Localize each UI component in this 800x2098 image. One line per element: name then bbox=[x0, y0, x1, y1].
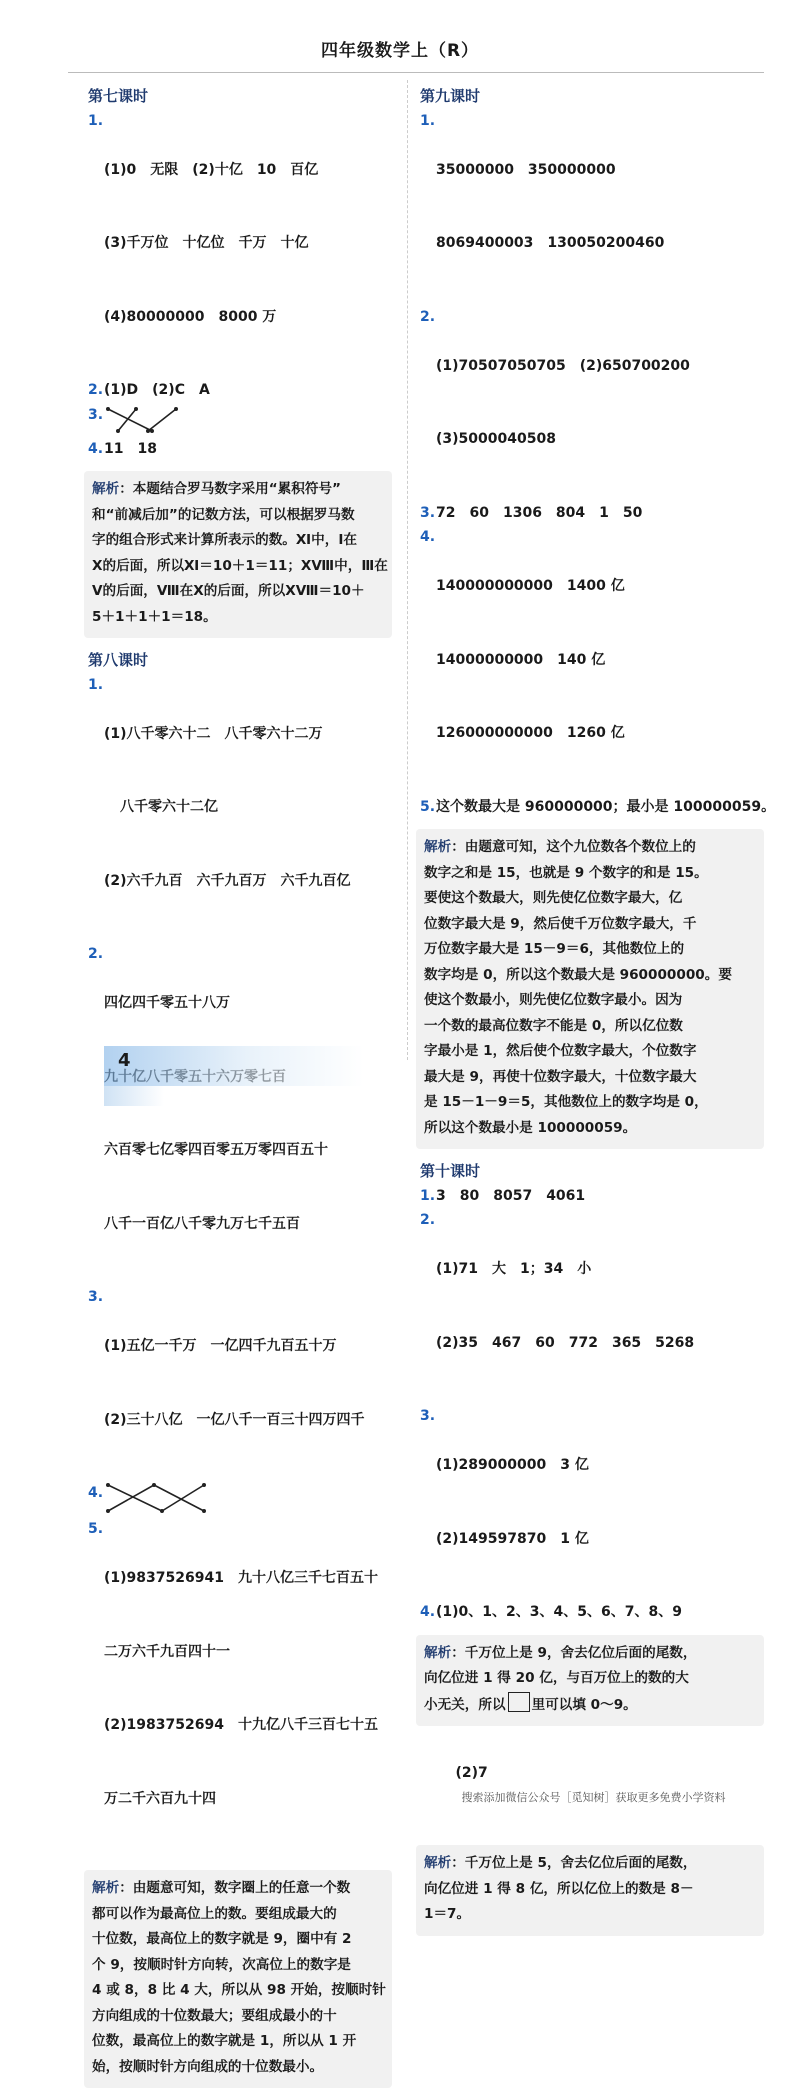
analysis-line: ：千万位上是 5，舍去亿位后面的尾数， bbox=[451, 1855, 697, 1871]
analysis-line: 位数字最大是 9，然后使千万位数字最大，千 bbox=[424, 915, 697, 932]
answer-line: 六百零七亿零四百零五万零四百五十 bbox=[104, 1142, 328, 1158]
question-number: 3. bbox=[88, 406, 104, 423]
analysis-label: 解析 bbox=[424, 1644, 452, 1661]
analysis-line: 最大是 9，再使十位数字最大，十位数字最大 bbox=[424, 1068, 697, 1085]
answer-line: 八千一百亿八千零九万七千五百 bbox=[104, 1215, 300, 1232]
analysis-line: 十位数，最高位上的数字就是 9，圈中有 2 bbox=[92, 1931, 352, 1947]
answer-line: (2)149597870 1 亿 bbox=[436, 1530, 589, 1547]
question-number: 4. bbox=[88, 440, 104, 457]
answer-line: (3)千万位 十亿位 千万 十亿 bbox=[104, 235, 309, 251]
answer-line: 这个数最大是 960000000；最小是 100000059。 bbox=[436, 798, 776, 815]
question-number: 3. bbox=[420, 1408, 436, 1424]
lesson7-q2 bbox=[88, 378, 392, 403]
lesson9-q5 bbox=[420, 795, 776, 820]
page-footer-band-lower bbox=[104, 1086, 164, 1106]
question-number: 3. bbox=[420, 504, 436, 521]
answer-line: (2)六千九百 六千九百万 六千九百亿 bbox=[104, 872, 351, 889]
question-number: 2. bbox=[420, 308, 436, 325]
answer-line: (1)五亿一千万 一亿四千九百五十万 bbox=[104, 1338, 337, 1354]
answer-line: (3)5000040508 bbox=[436, 431, 556, 447]
lesson9-q2 bbox=[420, 305, 764, 501]
analysis-line: 都可以作为最高位上的数。要组成最大的 bbox=[92, 1905, 337, 1922]
answer-line: 3 80 8057 4061 bbox=[436, 1187, 586, 1204]
lesson9-title: 第九课时 bbox=[420, 87, 481, 105]
answer-line: 8069400003 130050200460 bbox=[436, 235, 665, 251]
analysis-line: ：由题意可知，数字圈上的任意一个数 bbox=[119, 1880, 351, 1896]
question-number: 5. bbox=[88, 1521, 104, 1537]
analysis-line: Ⅴ的后面，Ⅷ在Ⅹ的后面，所以ⅩⅧ＝10＋ bbox=[92, 583, 365, 599]
analysis-line: 和“前减后加”的记数方法，可以根据罗马数 bbox=[92, 506, 355, 523]
lesson10-title: 第十课时 bbox=[420, 1162, 481, 1180]
analysis-line: 位数，最高位上的数字就是 1，所以从 1 开 bbox=[92, 2033, 357, 2049]
question-number: 3. bbox=[88, 1289, 104, 1305]
answer-line: (1)0 无限 (2)十亿 10 百亿 bbox=[104, 161, 319, 178]
analysis-label: 解析 bbox=[92, 481, 120, 497]
analysis-line: ：本题结合罗马数字采用“累积符号” bbox=[119, 481, 341, 497]
answer-line: 35000000 350000000 bbox=[436, 161, 616, 178]
analysis-line: 字的组合形式来计算所表示的数。Ⅺ中，Ⅰ在 bbox=[92, 532, 357, 548]
lesson8-q5 bbox=[88, 1517, 392, 1860]
header-divider bbox=[68, 72, 764, 73]
analysis-line: 个 9，按顺时针方向转，次高位上的数字是 bbox=[92, 1956, 351, 1973]
analysis-line: 要使这个数最大，则先使亿位数字最大，亿 bbox=[424, 890, 683, 906]
answer-line: 二万六千九百四十一 bbox=[104, 1643, 230, 1660]
question-number: 4. bbox=[420, 1604, 436, 1620]
lesson8-title: 第八课时 bbox=[88, 651, 149, 669]
lesson7-analysis bbox=[84, 471, 392, 638]
analysis-line: ：千万位上是 9，舍去亿位后面的尾数， bbox=[451, 1644, 697, 1661]
lesson7-title: 第七课时 bbox=[88, 87, 149, 105]
analysis-line: 4 或 8，8 比 4 大，所以从 98 开始，按顺时针 bbox=[92, 1982, 386, 1998]
answer-line: (1)70507050705 (2)650700200 bbox=[436, 357, 690, 374]
analysis-line: 数字之和是 15，也就是 9 个数字的和是 15。 bbox=[424, 864, 708, 881]
question-number: 2. bbox=[88, 946, 104, 962]
lesson7-q4 bbox=[88, 437, 392, 462]
answer-line: (1)0、1、2、3、4、5、6、7、8、9 bbox=[436, 1604, 682, 1620]
answer-line: (2)35 467 60 772 365 5268 bbox=[436, 1334, 695, 1351]
lesson9-q1 bbox=[420, 109, 764, 305]
lesson8-analysis bbox=[84, 1870, 392, 2088]
question-number: 2. bbox=[88, 382, 104, 398]
answer-line: 万二千六百九十四 bbox=[104, 1790, 216, 1807]
analysis-line: 字最小是 1，然后使个位数字最大，个位数字 bbox=[424, 1043, 697, 1059]
lesson10-q4-part2 bbox=[420, 1736, 764, 1835]
lesson10-analysis-1 bbox=[416, 1635, 764, 1727]
question-number: 4. bbox=[88, 1485, 104, 1501]
analysis-label: 解析 bbox=[424, 839, 452, 855]
analysis-line: 使这个数最小，则先使亿位数字最小。因为 bbox=[424, 992, 683, 1008]
analysis-line: 5＋1＋1＋1＝18。 bbox=[92, 608, 217, 625]
analysis-line: 是 15－1－9＝5，其他数位上的数字均是 0， bbox=[424, 1094, 708, 1110]
column-divider bbox=[407, 80, 408, 1060]
lesson10-analysis-2 bbox=[416, 1845, 764, 1936]
analysis-line: Ⅹ的后面，所以Ⅺ＝10＋1＝11；ⅩⅧ中，Ⅲ在 bbox=[92, 557, 388, 574]
question-number: 4. bbox=[420, 529, 436, 545]
answer-line: 72 60 1306 804 1 50 bbox=[436, 504, 643, 521]
answer-line: (1)71 大 1；34 小 bbox=[436, 1261, 592, 1277]
lesson8-q1 bbox=[88, 673, 392, 943]
answer-line: (2)1983752694 十九亿八千三百七十五 bbox=[104, 1717, 378, 1733]
page-number: 4 bbox=[118, 1050, 131, 1071]
analysis-line: ：由题意可知，这个九位数各个数位上的 bbox=[451, 839, 696, 855]
matching-lines-diagram bbox=[104, 1481, 214, 1517]
lesson10-q1 bbox=[420, 1184, 764, 1209]
lesson10-q3 bbox=[420, 1404, 764, 1600]
question-number: 1. bbox=[420, 112, 436, 129]
analysis-line: 1＝7。 bbox=[424, 1906, 471, 1922]
analysis-line: 小无关，所以 bbox=[424, 1696, 506, 1713]
page-title: 四年级数学上（R） bbox=[320, 41, 480, 61]
question-number: 1. bbox=[88, 112, 104, 129]
analysis-line: 方向组成的十位数最大；要组成最小的十 bbox=[92, 2007, 337, 2024]
lesson8-q3 bbox=[88, 1285, 392, 1481]
answer-line: 140000000000 1400 亿 bbox=[436, 578, 625, 594]
ad-text: 搜索添加微信公众号［觅知树］获取更多免费小学资料 bbox=[461, 1791, 726, 1804]
lesson9-q3 bbox=[420, 501, 764, 526]
question-number: 1. bbox=[88, 676, 104, 693]
analysis-line: 一个数的最高位数字不能是 0，所以亿位数 bbox=[424, 1017, 683, 1034]
answer-line: (2)三十八亿 一亿八千一百三十四万四千 bbox=[104, 1411, 365, 1428]
answer-line: (4)80000000 8000 万 bbox=[104, 308, 277, 325]
analysis-line: 万位数字最大是 15－9＝6，其他数位上的 bbox=[424, 941, 685, 957]
lesson10-q4 bbox=[420, 1600, 764, 1625]
analysis-line: 向亿位进 1 得 20 亿，与百万位上的数的大 bbox=[424, 1670, 689, 1686]
answer-line: 八千零六十二亿 bbox=[120, 799, 218, 815]
answer-line: 四亿四千零五十八万 bbox=[104, 995, 230, 1011]
answer-line: (1)289000000 3 亿 bbox=[436, 1457, 589, 1473]
analysis-line: 所以这个数最小是 100000059。 bbox=[424, 1119, 637, 1136]
answer-line: 126000000000 1260 亿 bbox=[436, 725, 625, 741]
analysis-line: 数字均是 0，所以这个数最大是 960000000。要 bbox=[424, 966, 732, 983]
lesson8-q4 bbox=[88, 1481, 392, 1517]
question-number: 5. bbox=[420, 798, 436, 815]
answer-line: (1)八千零六十二 八千零六十二万 bbox=[104, 725, 323, 742]
analysis-label: 解析 bbox=[92, 1880, 120, 1896]
lesson10-q2 bbox=[420, 1208, 764, 1404]
matching-lines-diagram bbox=[104, 403, 184, 437]
right-column bbox=[420, 82, 776, 1946]
answer-line: (1)D (2)C A bbox=[104, 382, 210, 398]
answer-line: (1)9837526941 九十八亿三千七百五十 bbox=[104, 1570, 378, 1586]
lesson8-q2 bbox=[88, 942, 392, 1285]
lesson9-analysis bbox=[416, 829, 764, 1149]
page-footer-band bbox=[104, 1046, 364, 1086]
answer-line: (2)7 bbox=[455, 1764, 488, 1781]
blank-box bbox=[508, 1692, 530, 1712]
analysis-line: 始，按顺时针方向组成的十位数最小。 bbox=[92, 2058, 324, 2075]
analysis-line: 里可以填 0～9。 bbox=[531, 1696, 637, 1713]
analysis-label: 解析 bbox=[424, 1855, 452, 1871]
answer-line: 14000000000 140 亿 bbox=[436, 651, 606, 668]
question-number: 1. bbox=[420, 1187, 436, 1204]
lesson7-q3 bbox=[88, 403, 392, 437]
lesson7-q1 bbox=[88, 109, 392, 379]
question-number: 2. bbox=[420, 1212, 436, 1228]
analysis-line: 向亿位进 1 得 8 亿，所以亿位上的数是 8－ bbox=[424, 1880, 694, 1897]
answer-line: 11 18 bbox=[104, 440, 157, 457]
lesson9-q4 bbox=[420, 525, 764, 795]
